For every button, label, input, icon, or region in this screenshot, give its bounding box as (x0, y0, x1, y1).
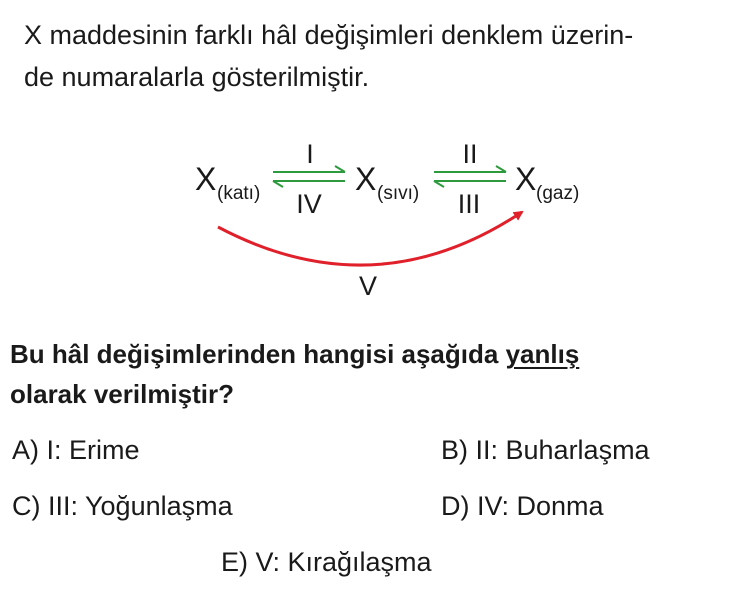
question-prompt (10, 334, 740, 414)
state-liquid-symbol: X (355, 161, 377, 197)
state-liquid-subscript: (sıvı) (377, 183, 420, 204)
prompt-emphasis: yanlış (505, 339, 580, 369)
label-IV: IV (296, 189, 322, 219)
state-gas-symbol: X (515, 161, 537, 197)
option-d[interactable]: D) IV: Donma (441, 491, 604, 521)
option-e[interactable]: E) V: Kırağılaşma (221, 547, 432, 577)
state-solid-subscript: (katı) (217, 183, 261, 204)
stem-line-2: de numaralarla gösterilmiştir. (24, 62, 370, 92)
label-I: I (306, 139, 314, 169)
label-III: III (457, 189, 481, 219)
state-gas-subscript: (gaz) (536, 183, 580, 204)
option-c[interactable]: C) III: Yoğunlaşma (12, 491, 233, 521)
label-II: II (462, 139, 478, 169)
option-a[interactable]: A) I: Erime (12, 435, 140, 465)
label-V: V (358, 271, 377, 301)
stem-line-1: X maddesinin farklı hâl değişimleri denklem üzerin- (24, 20, 634, 50)
prompt-line-2: olarak verilmiştir? (10, 379, 234, 409)
equilibrium-arrow-solid-liquid (273, 166, 345, 187)
prompt-line-1 (10, 334, 740, 374)
state-solid-symbol: X (195, 161, 217, 197)
prompt-part-1: Bu hâl değişimlerinden hangisi aşağıda (10, 339, 499, 369)
equilibrium-arrow-liquid-gas (434, 166, 506, 187)
option-b[interactable]: B) II: Buharlaşma (441, 435, 650, 465)
curved-arrow-solid-gas (218, 212, 522, 265)
